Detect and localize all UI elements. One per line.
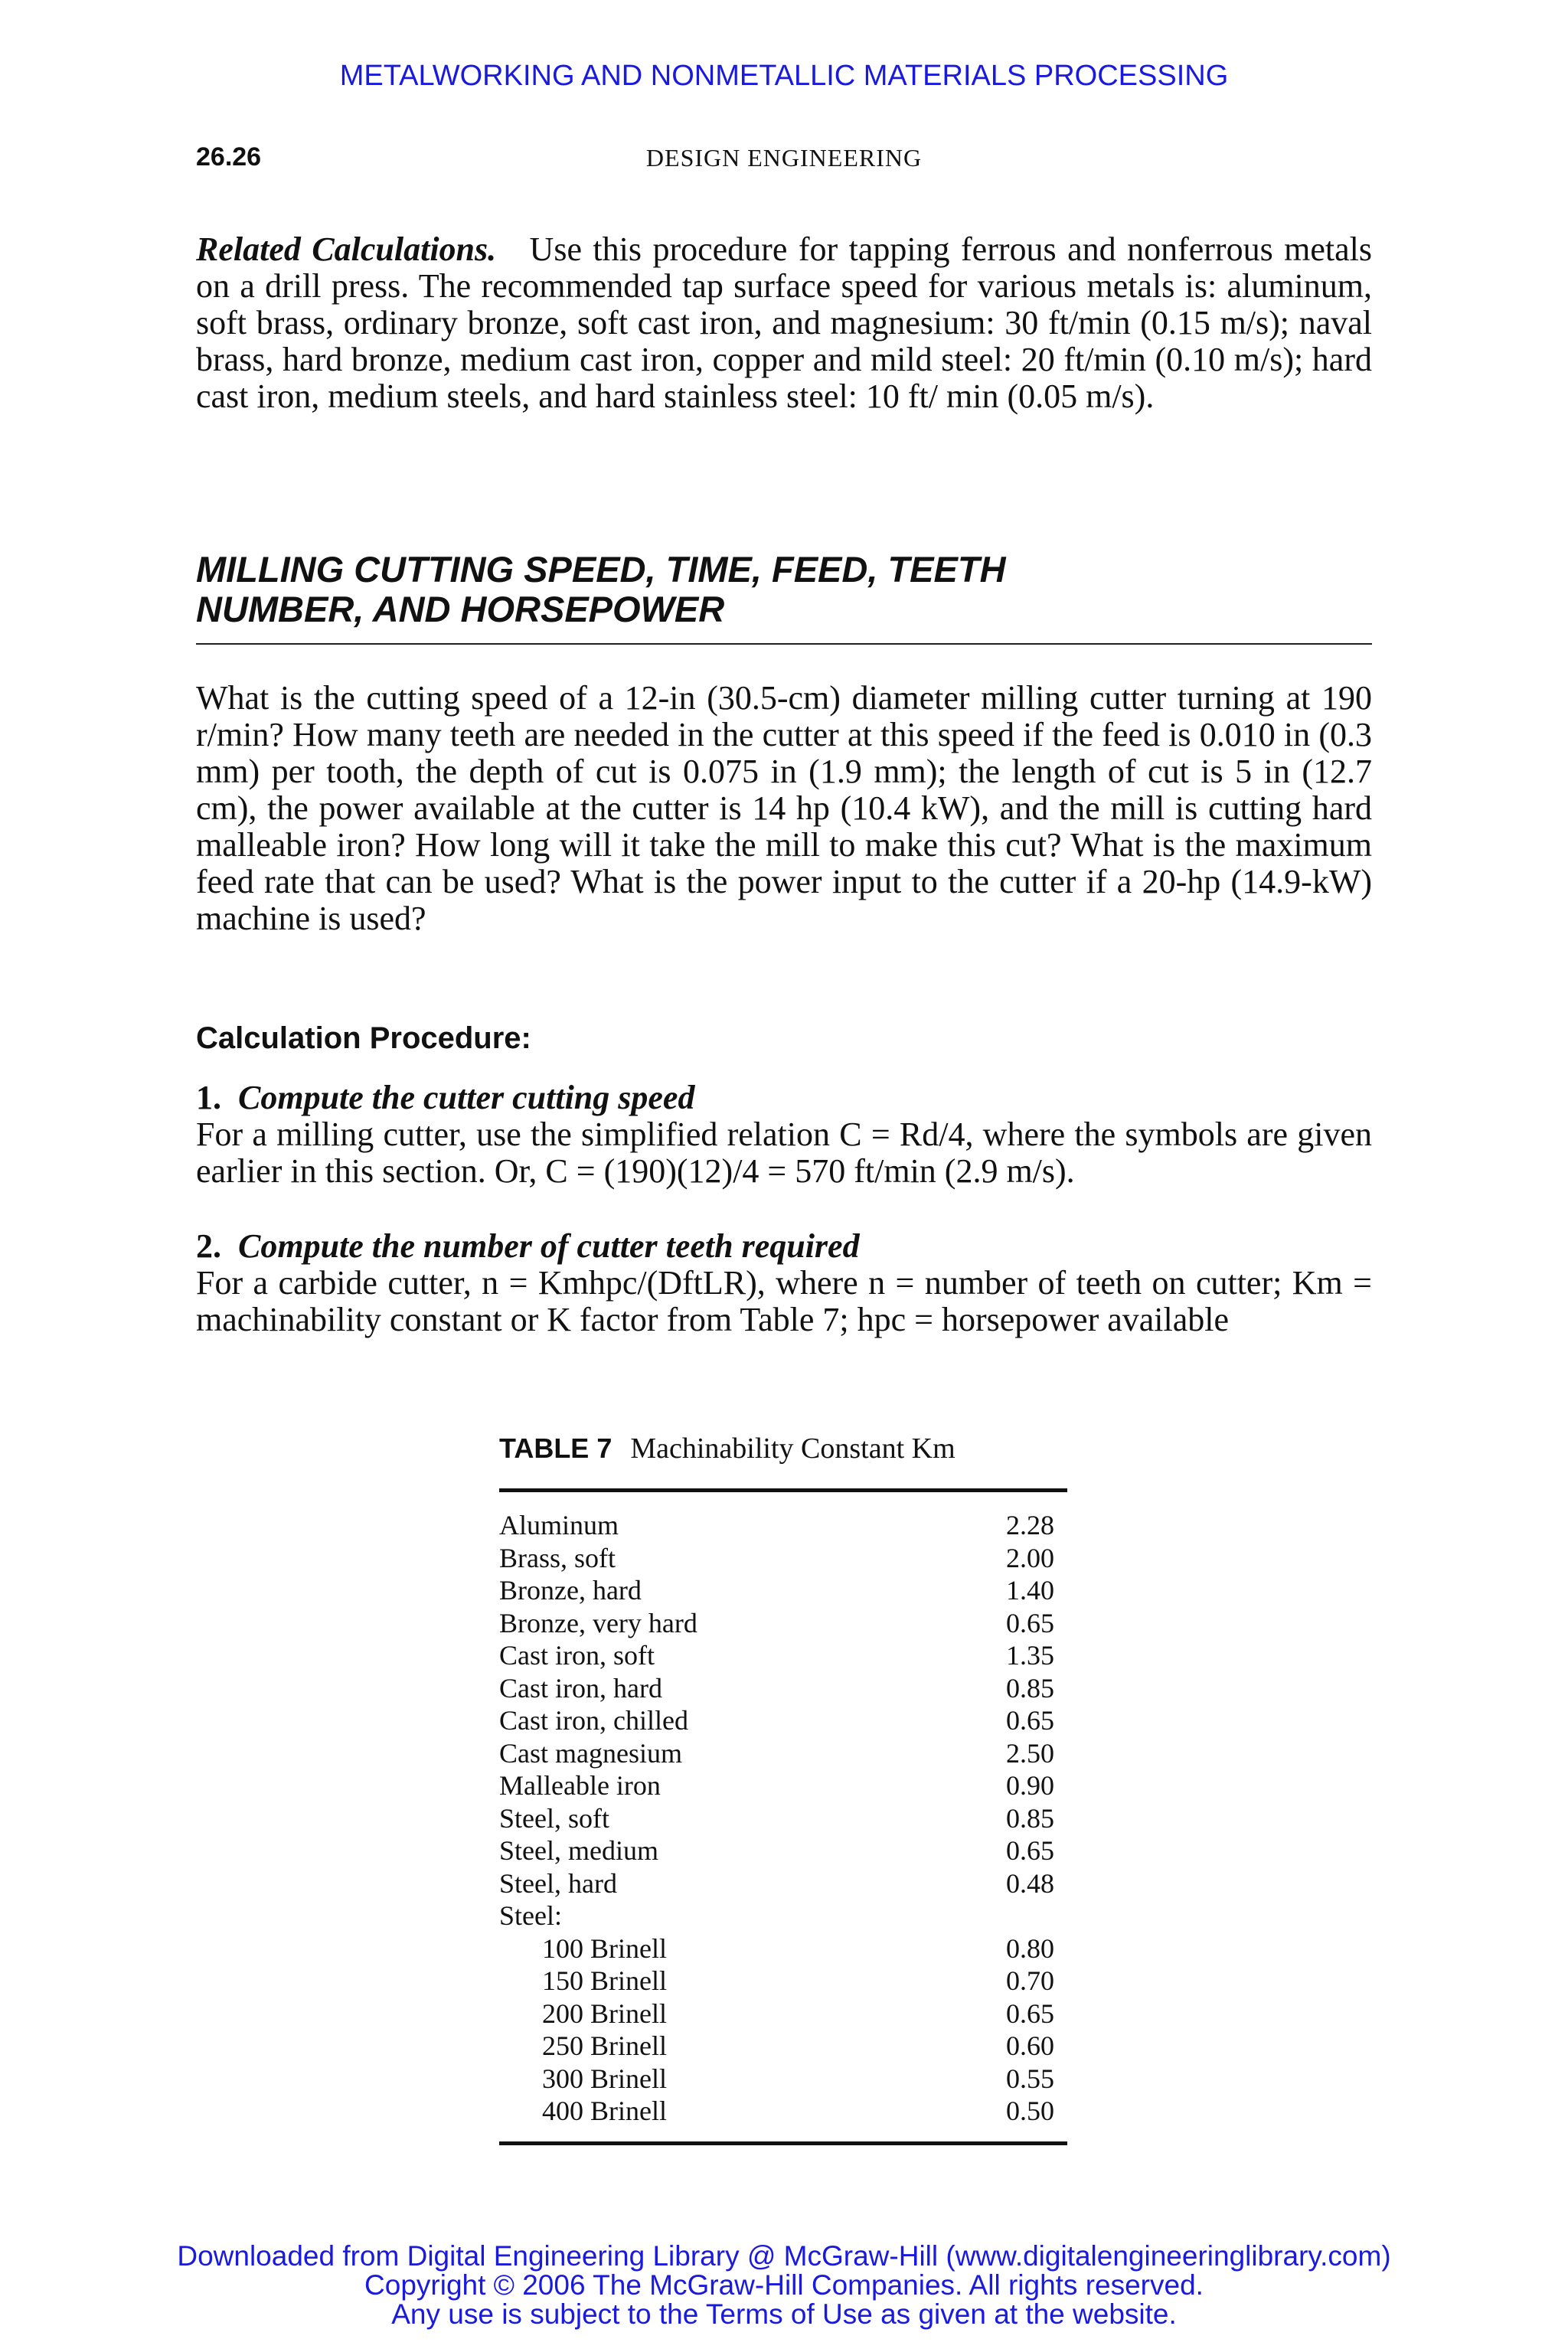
table-row	[499, 1998, 1067, 2030]
banner-link[interactable]: METALWORKING AND NONMETALLIC MATERIALS PROCESSING	[339, 60, 1229, 92]
table-cell-value: 2.50	[1006, 1737, 1054, 1769]
table-cell-value: 2.00	[1006, 1542, 1054, 1573]
section-title-line2: NUMBER, AND HORSEPOWER	[196, 589, 725, 629]
table-row	[499, 1574, 1067, 1607]
table-caption	[499, 1432, 1067, 1465]
procedure-heading: Calculation Procedure:	[196, 1021, 531, 1055]
table-cell-material: Aluminum	[499, 1510, 619, 1540]
table-row	[499, 2030, 1067, 2063]
table-cell-material: Steel:	[499, 1900, 562, 1931]
table-cell-material: Bronze, very hard	[499, 1607, 697, 1638]
table-cell-value: 1.40	[1006, 1575, 1054, 1606]
table-row	[499, 1607, 1067, 1640]
table-row	[499, 1509, 1067, 1542]
table-row	[499, 1542, 1067, 1575]
table-cell-value: 0.65	[1006, 1998, 1054, 2029]
problem-text: What is the cutting speed of a 12-in (30.5-cm) diameter milling cutter turning at 190 r/min? How many teeth are needed in the cutter at this speed if the feed is 0.010 in (0.3 mm) per tooth, the depth of cut is 0.075 in (1.9 mm); the length of cut is 5 in (12.7 cm), the power available at the cutter is 14 hp (10.4 kW), and the mill is cutting hard malleable iron? How long will it take the mill to make this cut? What is the maximum feed rate that can be used? What is the power input to the cutter if a 20-hp (14.9-kW) machine is used?	[196, 679, 1372, 937]
table-cell-value: 0.65	[1006, 1607, 1054, 1638]
table-row	[499, 1867, 1067, 1900]
table-cell-value: 2.28	[1006, 1510, 1054, 1540]
table-row	[499, 1932, 1067, 1965]
table-cell-material: Steel, medium	[499, 1835, 658, 1866]
procedure	[196, 1021, 1372, 1056]
section-title-line1: MILLING CUTTING SPEED, TIME, FEED, TEETH	[196, 549, 1006, 590]
table-cell-value: 0.70	[1006, 1965, 1054, 1996]
table-cell-material: Cast magnesium	[499, 1737, 682, 1769]
table-row	[499, 1965, 1067, 1998]
table-cell-material: Bronze, hard	[499, 1575, 642, 1606]
table-row	[499, 1737, 1067, 1770]
related-body: Use this procedure for tapping ferrous and nonferrous metals on a drill press. The recommended tap surface speed for various metals is: aluminum, soft brass, ordinary bronze, soft cast iron, and magnesium: 30 ft/min (0.15 m/s); naval brass, hard bronze, medium cast iron, copper and mild steel: 20 ft/min (0.10 m/s); hard cast iron, medium steels, and hard stainless steel: 10 ft/ min (0.05 m/s).	[196, 230, 1373, 415]
table-cell-material: 200 Brinell	[542, 1998, 667, 2029]
table-row	[499, 1704, 1067, 1737]
table-cell-material: Cast iron, hard	[499, 1672, 662, 1704]
step-2-text: For a carbide cutter, n = Kmhpc/(DftLR), where n = number of teeth on cutter; Km = machinability constant or K factor from Table 7; hpc = horsepower available	[196, 1264, 1372, 1338]
table-cell-value: 0.55	[1006, 2063, 1054, 2094]
related-lead: Related Calculations.	[196, 230, 497, 268]
table-cell-material: Brass, soft	[499, 1542, 616, 1573]
table-row	[499, 2095, 1067, 2128]
table-cell-material: Malleable iron	[499, 1770, 661, 1801]
footer-line2: Copyright © 2006 The McGraw-Hill Companies. All rights reserved.	[364, 2269, 1204, 2301]
table-title: Machinability Constant Km	[630, 1432, 956, 1465]
table-cell-material: Cast iron, soft	[499, 1640, 655, 1671]
step-2	[196, 1228, 1372, 1338]
footer-line1[interactable]: Downloaded from Digital Engineering Library @ McGraw-Hill (www.digitalengineeringlibrary.com)	[177, 2240, 1391, 2272]
table-cell-material: Steel, hard	[499, 1867, 617, 1899]
table-cell-value: 0.85	[1006, 1672, 1054, 1704]
related-calculations	[196, 231, 1372, 415]
table-row	[499, 2063, 1067, 2096]
table-cell-value: 1.35	[1006, 1640, 1054, 1671]
table-cell-value: 0.80	[1006, 1932, 1054, 1964]
problem-statement	[196, 680, 1372, 937]
table-row	[499, 1900, 1067, 1932]
table-label: TABLE 7	[499, 1432, 612, 1464]
table-cell-value: 0.85	[1006, 1802, 1054, 1834]
heading-rule	[196, 643, 1372, 645]
table-row	[499, 1802, 1067, 1835]
table-cell-material: Steel, soft	[499, 1802, 609, 1834]
step-1-number: 1.	[196, 1079, 221, 1116]
table-cell-material: 250 Brinell	[542, 2030, 667, 2061]
table-cell-material: 300 Brinell	[542, 2063, 667, 2094]
table-bottom-rule	[499, 2141, 1067, 2145]
section-heading	[196, 550, 1372, 645]
machinability-table	[499, 1432, 1067, 2145]
table-cell-value: 0.65	[1006, 1835, 1054, 1866]
table-cell-value: 0.50	[1006, 2096, 1054, 2126]
table-cell-material: 150 Brinell	[542, 1965, 667, 1996]
table-cell-material: Cast iron, chilled	[499, 1705, 688, 1736]
table-cell-value: 0.90	[1006, 1770, 1054, 1801]
table-row	[499, 1834, 1067, 1867]
table-cell-material: 400 Brinell	[542, 2096, 667, 2126]
step-1	[196, 1080, 1372, 1190]
table-body	[499, 1492, 1067, 2141]
footer-line3: Any use is subject to the Terms of Use as given at the website.	[391, 2298, 1177, 2330]
footer	[0, 2242, 1568, 2329]
running-head: DESIGN ENGINEERING	[645, 144, 923, 172]
table-cell-value: 0.60	[1006, 2030, 1054, 2061]
table-row	[499, 1672, 1067, 1705]
step-1-title: Compute the cutter cutting speed	[238, 1079, 695, 1116]
table-cell-value: 0.65	[1006, 1705, 1054, 1736]
step-2-number: 2.	[196, 1227, 221, 1265]
table-cell-material: 100 Brinell	[542, 1932, 667, 1964]
step-2-title: Compute the number of cutter teeth required	[238, 1227, 860, 1265]
table-cell-value	[1006, 1900, 1067, 1932]
table-row	[499, 1769, 1067, 1802]
table-cell-value: 0.48	[1006, 1867, 1054, 1899]
table-row	[499, 1639, 1067, 1672]
page-number: 26.26	[196, 142, 262, 172]
step-1-text: For a milling cutter, use the simplified relation C = Rd/4, where the symbols are given earlier in this section. Or, C = (190)(12)/4 = 570 ft/min (2.9 m/s).	[196, 1116, 1372, 1190]
